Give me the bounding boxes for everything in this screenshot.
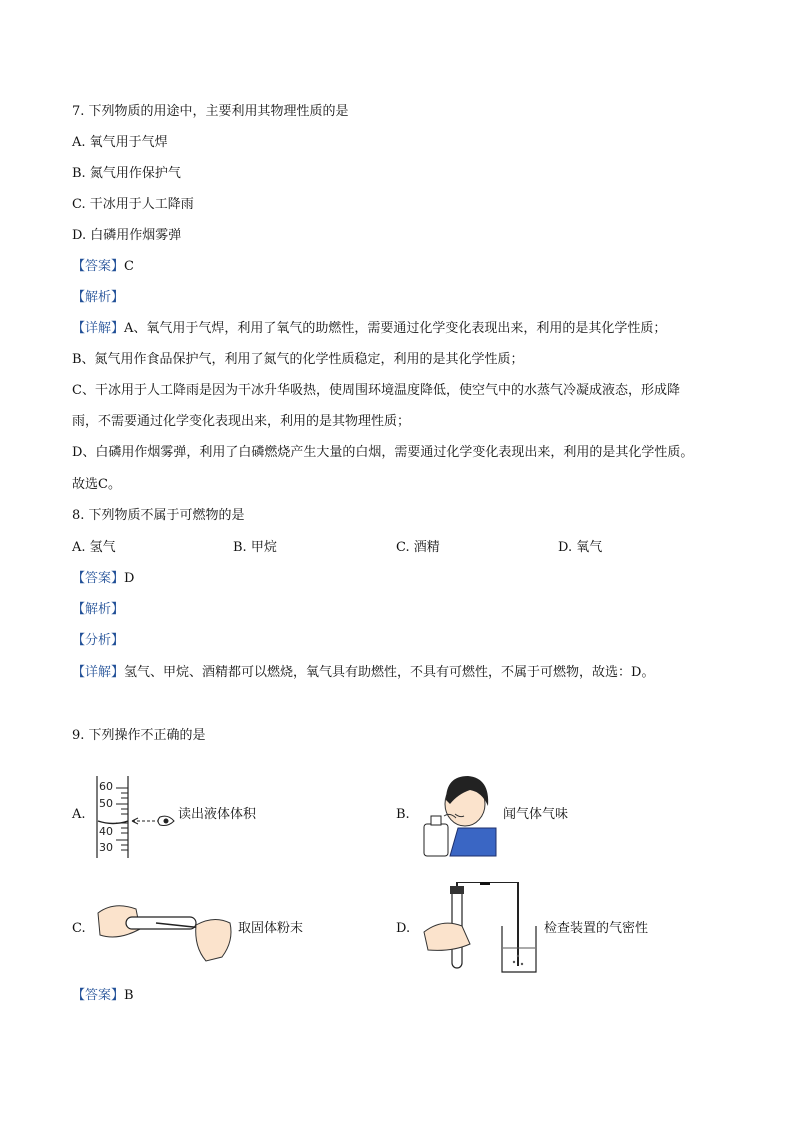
q8-option-d: D. 氧气: [558, 540, 603, 555]
q7-detail-line-6: 故选C。: [72, 477, 121, 492]
delivery-tube-shape: [457, 882, 518, 966]
q9-option-d-caption: 检查装置的气密性: [544, 921, 649, 936]
q8-answer: [72, 570, 134, 588]
q7-detail-line-2: B、氮气用作食品保护气，利用了氮气的化学性质稳定，利用的是其化学性质；: [72, 352, 524, 367]
q7-detail-line-5: D、白磷用作烟雾弹，利用了白磷燃烧产生大量的白烟，需要通过化学变化表现出来，利用的是其化学性质。: [72, 445, 694, 460]
q7-option-b: B. 氮气用作保护气: [72, 166, 181, 181]
tick-label-60: 60: [99, 780, 113, 793]
powder-test-tube-figure: [96, 895, 236, 965]
q9-option-c-letter: C.: [72, 921, 86, 936]
q8-stem: 8. 下列物质不属于可燃物的是: [72, 508, 245, 523]
answer-tag: 【答案】: [72, 259, 125, 274]
answer-value: B: [124, 988, 134, 1003]
q9-option-b-caption: 闻气体气味: [503, 807, 569, 822]
q8-fenxi-tag: 【分析】: [72, 633, 125, 648]
q9-option-d-letter: D.: [396, 921, 411, 936]
q8-option-b: B. 甲烷: [233, 540, 277, 555]
q7-stem: 7. 下列物质的用途中，主要利用其物理性质的是: [72, 104, 349, 119]
q9-stem: 9. 下列操作不正确的是: [72, 728, 206, 743]
detail-tag: 【详解】: [72, 321, 125, 336]
answer-tag: 【答案】: [72, 571, 125, 586]
q9-option-a-caption: 读出液体体积: [178, 807, 257, 822]
q8-option-c: C. 酒精: [396, 540, 440, 555]
tick-label-50: 50: [99, 797, 113, 810]
q7-analysis-tag: 【解析】: [72, 290, 125, 305]
tick-label-40: 40: [99, 825, 113, 838]
q7-detail-line-1: [72, 320, 666, 338]
q7-answer: [72, 258, 134, 276]
shirt-shape: [450, 828, 496, 856]
detail-tag: 【详解】: [72, 665, 125, 680]
q9-option-a-letter: A.: [72, 807, 86, 822]
q7-detail-line-4: 雨，不需要通过化学变化表现出来，利用的是其物理性质；: [72, 414, 411, 429]
right-hand-shape: [196, 919, 231, 961]
q9-option-b-letter: B.: [396, 807, 410, 822]
answer-value: C: [124, 259, 134, 274]
q7-option-c: C. 干冰用于人工降雨: [72, 197, 194, 212]
q7-option-d: D. 白磷用作烟雾弹: [72, 228, 182, 243]
graduated-cylinder-figure: [88, 774, 178, 860]
q9-option-c-caption: 取固体粉末: [238, 921, 304, 936]
q8-option-a: A. 氢气: [72, 540, 116, 555]
q9-answer: [72, 987, 134, 1005]
q7-detail-line-3: C、干冰用于人工降雨是因为干冰升华吸热，使周围环境温度降低，使空气中的水蒸气冷凝成液态，形成降: [72, 383, 680, 398]
hand-shape: [424, 923, 470, 950]
detail-text: 氢气、甲烷、酒精都可以燃烧，氧气具有助燃性，不具有可燃性，不属于可燃物，故选：D。: [124, 665, 655, 680]
airtightness-apparatus-figure: [418, 882, 542, 976]
q7-option-a: A. 氧气用于气焊: [72, 135, 168, 150]
answer-tag: 【答案】: [72, 988, 125, 1003]
q8-detail: [72, 664, 654, 682]
tick-label-30: 30: [99, 841, 113, 854]
answer-value: D: [124, 571, 135, 586]
smelling-gas-figure: [420, 766, 500, 858]
gas-bottle-shape: [424, 824, 448, 856]
q8-analysis-tag: 【解析】: [72, 602, 125, 617]
detail-text: A、氧气用于气焊，利用了氧气的助燃性，需要通过化学变化表现出来，利用的是其化学性质；: [124, 321, 667, 336]
